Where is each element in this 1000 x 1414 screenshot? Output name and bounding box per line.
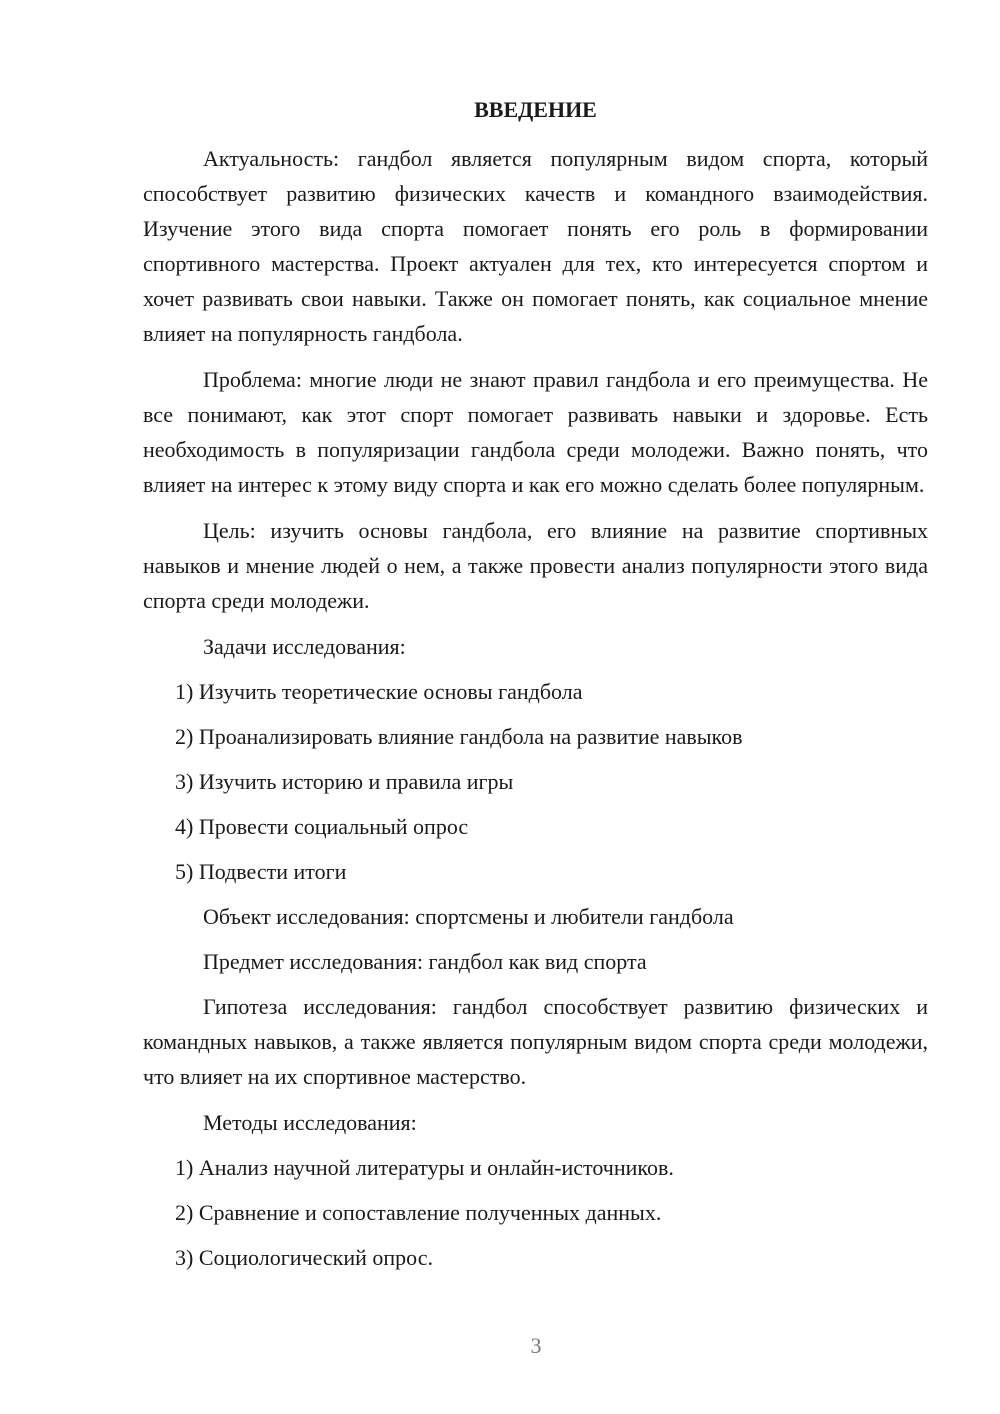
paragraph-relevance: Актуальность: гандбол является популярным видом спорта, который способствует развитию физических качеств и командного взаимодействия. Изучение этого вида спорта помогает понять его роль в формировании спортивного мастерства. Проект актуален для тех, кто интересуется спортом и хочет развивать свои навыки. Также он помогает понять, как социальное мнение влияет на популярность гандбола. [143,146,928,346]
list-item: 5) Подвести итоги [175,859,347,884]
list-item: 3) Социологический опрос. [175,1245,433,1270]
document-page [143,92,928,1285]
list-item: 3) Изучить историю и правила игры [175,769,514,794]
paragraph-problem: Проблема: многие люди не знают правил гандбола и его преимущества. Не все понимают, как этот спорт помогает развивать навыки и здоровье. Есть необходимость в популяризации гандбола среди молодежи. Важно понять, что влияет на интерес к этому виду спорта и как его можно сделать более популярным. [143,367,928,497]
tasks-heading: Задачи исследования: [203,634,406,659]
list-item: 1) Анализ научной литературы и онлайн-источников. [175,1155,674,1180]
paragraph-goal: Цель: изучить основы гандбола, его влияние на развитие спортивных навыков и мнение людей о нем, а также провести анализ популярности этого вида спорта среди молодежи. [143,518,928,613]
list-item: 1) Изучить теоретические основы гандбола [175,679,583,704]
page-number: 3 [530,1333,542,1358]
paragraph-subject: Предмет исследования: гандбол как вид спорта [203,949,647,974]
paragraph-object: Объект исследования: спортсмены и любители гандбола [203,904,734,929]
list-item: 2) Проанализировать влияние гандбола на развитие навыков [175,724,743,749]
list-item: 2) Сравнение и сопоставление полученных данных. [175,1200,662,1225]
list-item: 4) Провести социальный опрос [175,814,469,839]
paragraph-hypothesis: Гипотеза исследования: гандбол способствует развитию физических и командных навыков, а также является популярным видом спорта среди молодежи, что влияет на их спортивное мастерство. [143,994,928,1089]
section-title: ВВЕДЕНИЕ [474,97,597,122]
methods-heading: Методы исследования: [203,1110,417,1135]
